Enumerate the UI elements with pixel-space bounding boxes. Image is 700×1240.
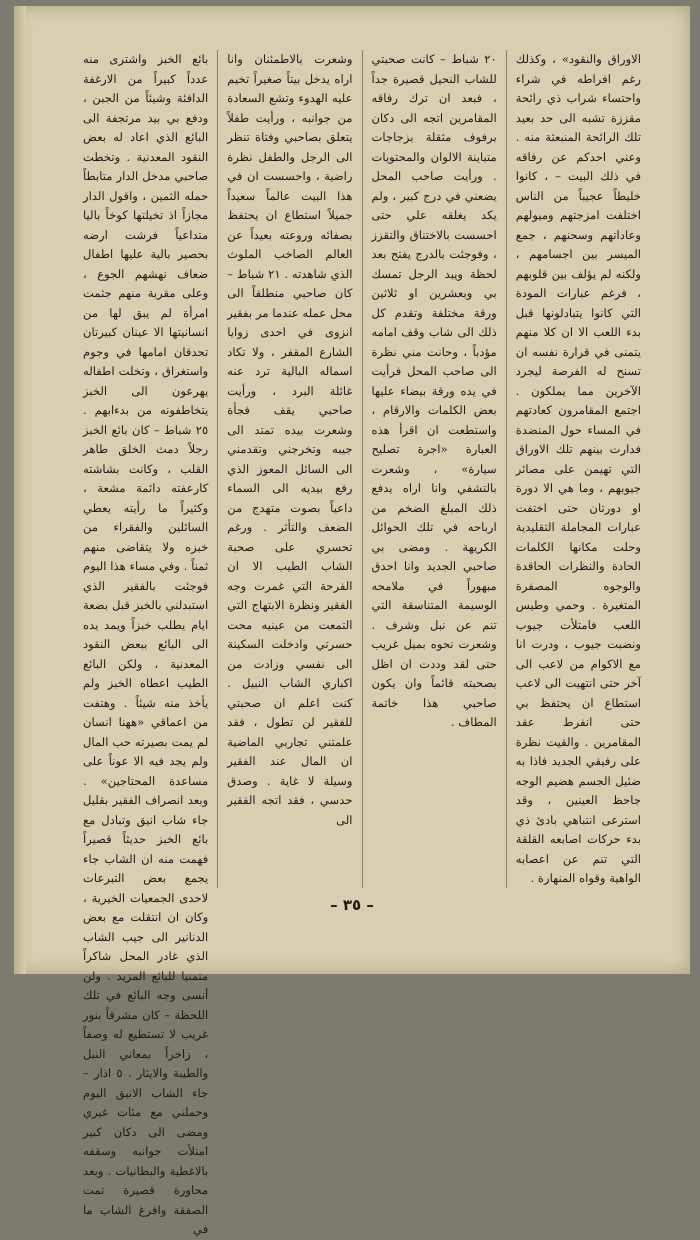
text-column-2 <box>363 50 507 888</box>
page-number: – ٣٥ – <box>330 896 374 914</box>
column-4-text: بائع الخبز واشترى منه عدداً كبيراً من الارغفة الدافئة وشيئاً من الجبن ، ودفع بي بيد مرتجفة الى البائع الذي اعاد له بعض النقود المعدنية . وتخطت صاحبي مدخل الدار متابطاً حمله الثمين ، واقول الدار مجازاً اذ تخيلتها كوخاً باليا متداعياً فرشت ارضه بحصير بالية عليها اطفال ضعاف نهشهم الجوع ، وعلى مقربة منهم جثمت امرأة لم يبق لها من انسانيتها الا عينان كبيرتان تحدقان امامها في وجوم واستغراق ، وتخلت اطفاله يهرعون الى الخبز يتخاطفونه من بدءابهم . ٢٥ شباط – كان بائع الخبز رجلاً دمث الخلق طاهر القلب ، وكانت بشاشته كارعفته دائمة مشعة ، وكثيراً ما رأيته يعطي السائلين والفقراء من خبزه ولا يتقاضى منهم ثمناً . وفي مساء هذا اليوم فوجئت بالفقير الذي استبدلني بالخبز قبل بضعة ايام يطلب خبزاً ويمد يده الى البائع ببعض النقود المعدنية ، ولكن البائع الطيب اعطاه الخبز ولم يأخذ منه شيئاً . وهتفت من اعماقي «ههنا انسان لم يمت بصيرته حب المال ولم يجد فيه الا عوناً على مساعدة المحتاجين» . وبعد انصراف الفقير بقليل جاء شاب انيق وتبادل مع بائع الخبز حديثاً قصيراً فهمت منه ان الشاب جاء يجمع بعض التبرعات لاحدى الجمعيات الخيرية ، وكان ان انتقلت مع بعض الدنانير الى جيب الشاب الذي غادر المحل شاكراً متمنيا للبائع المزيد . ولن أنسى وجه البائع في تلك اللحظة – كان مشرقاً بنور غريب لا تستطيع له وصفاً ، زاخراً بمعاني النبل والطيبة والايثار . ٥ اذار – جاء الشاب الانيق اليوم وحملني مع مئات غيري ومضى الى دكان كبير امتلأت جوانبه وسقفه بالاغطية والبطانيات . وبعد محاورة قصيرة تمت الصفقة وافرغ الشاب ما في <box>83 52 209 1236</box>
text-column-3 <box>218 50 362 888</box>
binding-gutter <box>14 6 26 974</box>
column-2-text: ٢٠ شباط – كانت صحبتي للشاب النحيل قصيرة جداً ، فبعد ان ترك رفاقه المقامرين اتجه الى دكان برفوف مثقلة بزجاجات متباينة الالوان والمحتويات . ورأيت صاحب المحل يضعني في درج كبير ، ولم يكد يغلقه علي حتى احسست بالاختناق والتقزز ، وفوجئت بالدرج يفتح بعد لحظة ويبد الرجل تمسك بي وبعشرين او ثلاثين ورقة مختلفة وتقدم كل ذلك الى شاب وقف امامه مؤدباً ، وحانت مني نظرة الى صاحب المحل فرأيت في يده ورقة بيضاء عليها بعض الكلمات والارقام ، واستطعت ان اقرأ هذه العبارة «اجرة تصليح سيارة» ، وشعرت بالتشفي وانا اراه يدفع ذلك المبلغ الضخم من ارباحه في تلك الحوائل الكريهة . ومضى بي صاحبي الجديد وانا احدق مبهوراً في ملامحه الوسيمة المتناسقة التي تنم عن نبل وشرف . وشعرت نحوه بميل غريب حتى لقد وددت ان اظل بصحبته قائماً وان يكون صاحبي هذا خاتمة المطاف . <box>371 52 497 729</box>
column-3-text: وشعرت بالاطمئنان وانا اراه يدخل بيتاً صغيراً تخيم عليه الهدوء وتشع السعادة من جوانبه ، ورأيت طفلاً يتعلق بصاحبي وفتاة تنظر الى الرجل والطفل نظرة راضية ، واحسست ان في هذا البيت عالماً سعيداً جميلاً استطاع ان يحتفظ بصفائه وروعته بعيداً عن العالم الصاخب الملوث الذي شاهدته . ٢١ شباط – كان صاحبي منطلقاً الى محل عمله عندما مر بفقير انزوى في احدى زوايا الشارع المقفر ، ولا تكاد اسماله البالية ترد عنه غائلة البرد ، ورأيت صاحبي يقف فجأة وشعرت بيده تمتد الى جيبه وتخرجني وتقدمني الى السائل المعوز الذي رفع بيديه الى السماء داعياً بصوت متهدج من الضعف والتأثر . ورغم تحسري على صحبة الشاب الطيب الا ان الفرحة التي غمرت وجه الفقير ونظرة الابتهاج التي التمعت من عينيه محت حسرتي وادخلت السكينة الى نفسي وزادت من اكباري الشاب النبيل . كنت اعلم ان صحبتي للفقير لن تطول ، فقد علمتني تجاربي الماضية ان المال عند الفقير وسيلة لا غاية . وصدق حدسي ، فقد اتجه الفقير الى <box>227 52 353 827</box>
text-column-4 <box>74 50 218 1236</box>
column-1-text: الاوراق والنقود» ، وكذلك رغم افراطه في شراء واحتساء شراب ذي رائحة مقززة تشبه الى حد بعيد تلك الرائحة المنبعثة منه . وعني احدكم عن رفاقه في ذلك البيت – ، كانوا خليطاً عجيباً من الناس اختلفت امزجتهم وميولهم وعاداتهم وسحنهم ، جمع الميسر بين اجسامهم ، ولكنه لم يؤلف بين قلوبهم ، فرغم عبارات المودة التي كانوا يتبادلونها قبل بدء اللعب الا ان كلا منهم يتمنى في قرارة نفسه ان تسنح له الفرصة ليجرد الآخرين مما يملكون . اجتمع المقامرون كعادتهم في المساء حول المنضدة فدارت بينهم تلك الاوراق التي تهيمن على مصائر جيوبهم ، وما هي الا دورة او دورتان حتى اختفت عبارات المجاملة التقليدية وحلت مكانها الكلمات الحادة والنظرات الحاقدة والوجوه المصفرة المتغيرة . وحمي وطيس اللعب فامتلأت جيوب ونضبت جيوب ، ودرت انا مع الاكوام من لاعب الى آخر حتى انتهيت الى لاعب استطاع ان يحتفظ بي حتى انفرط عقد المقامرين . والقيت نظرة على رفيقي الجديد فاذا به ضئيل الجسم هضيم الوجه جاحظ العينين ، وقد استرعى انتباهي بادئ ذي بدء حركات اصابعه القلقة التي تنم عن اعصابه الواهية وقواه المنهارة . <box>515 52 641 885</box>
magazine-page <box>14 6 690 1236</box>
text-column-1 <box>507 50 650 888</box>
